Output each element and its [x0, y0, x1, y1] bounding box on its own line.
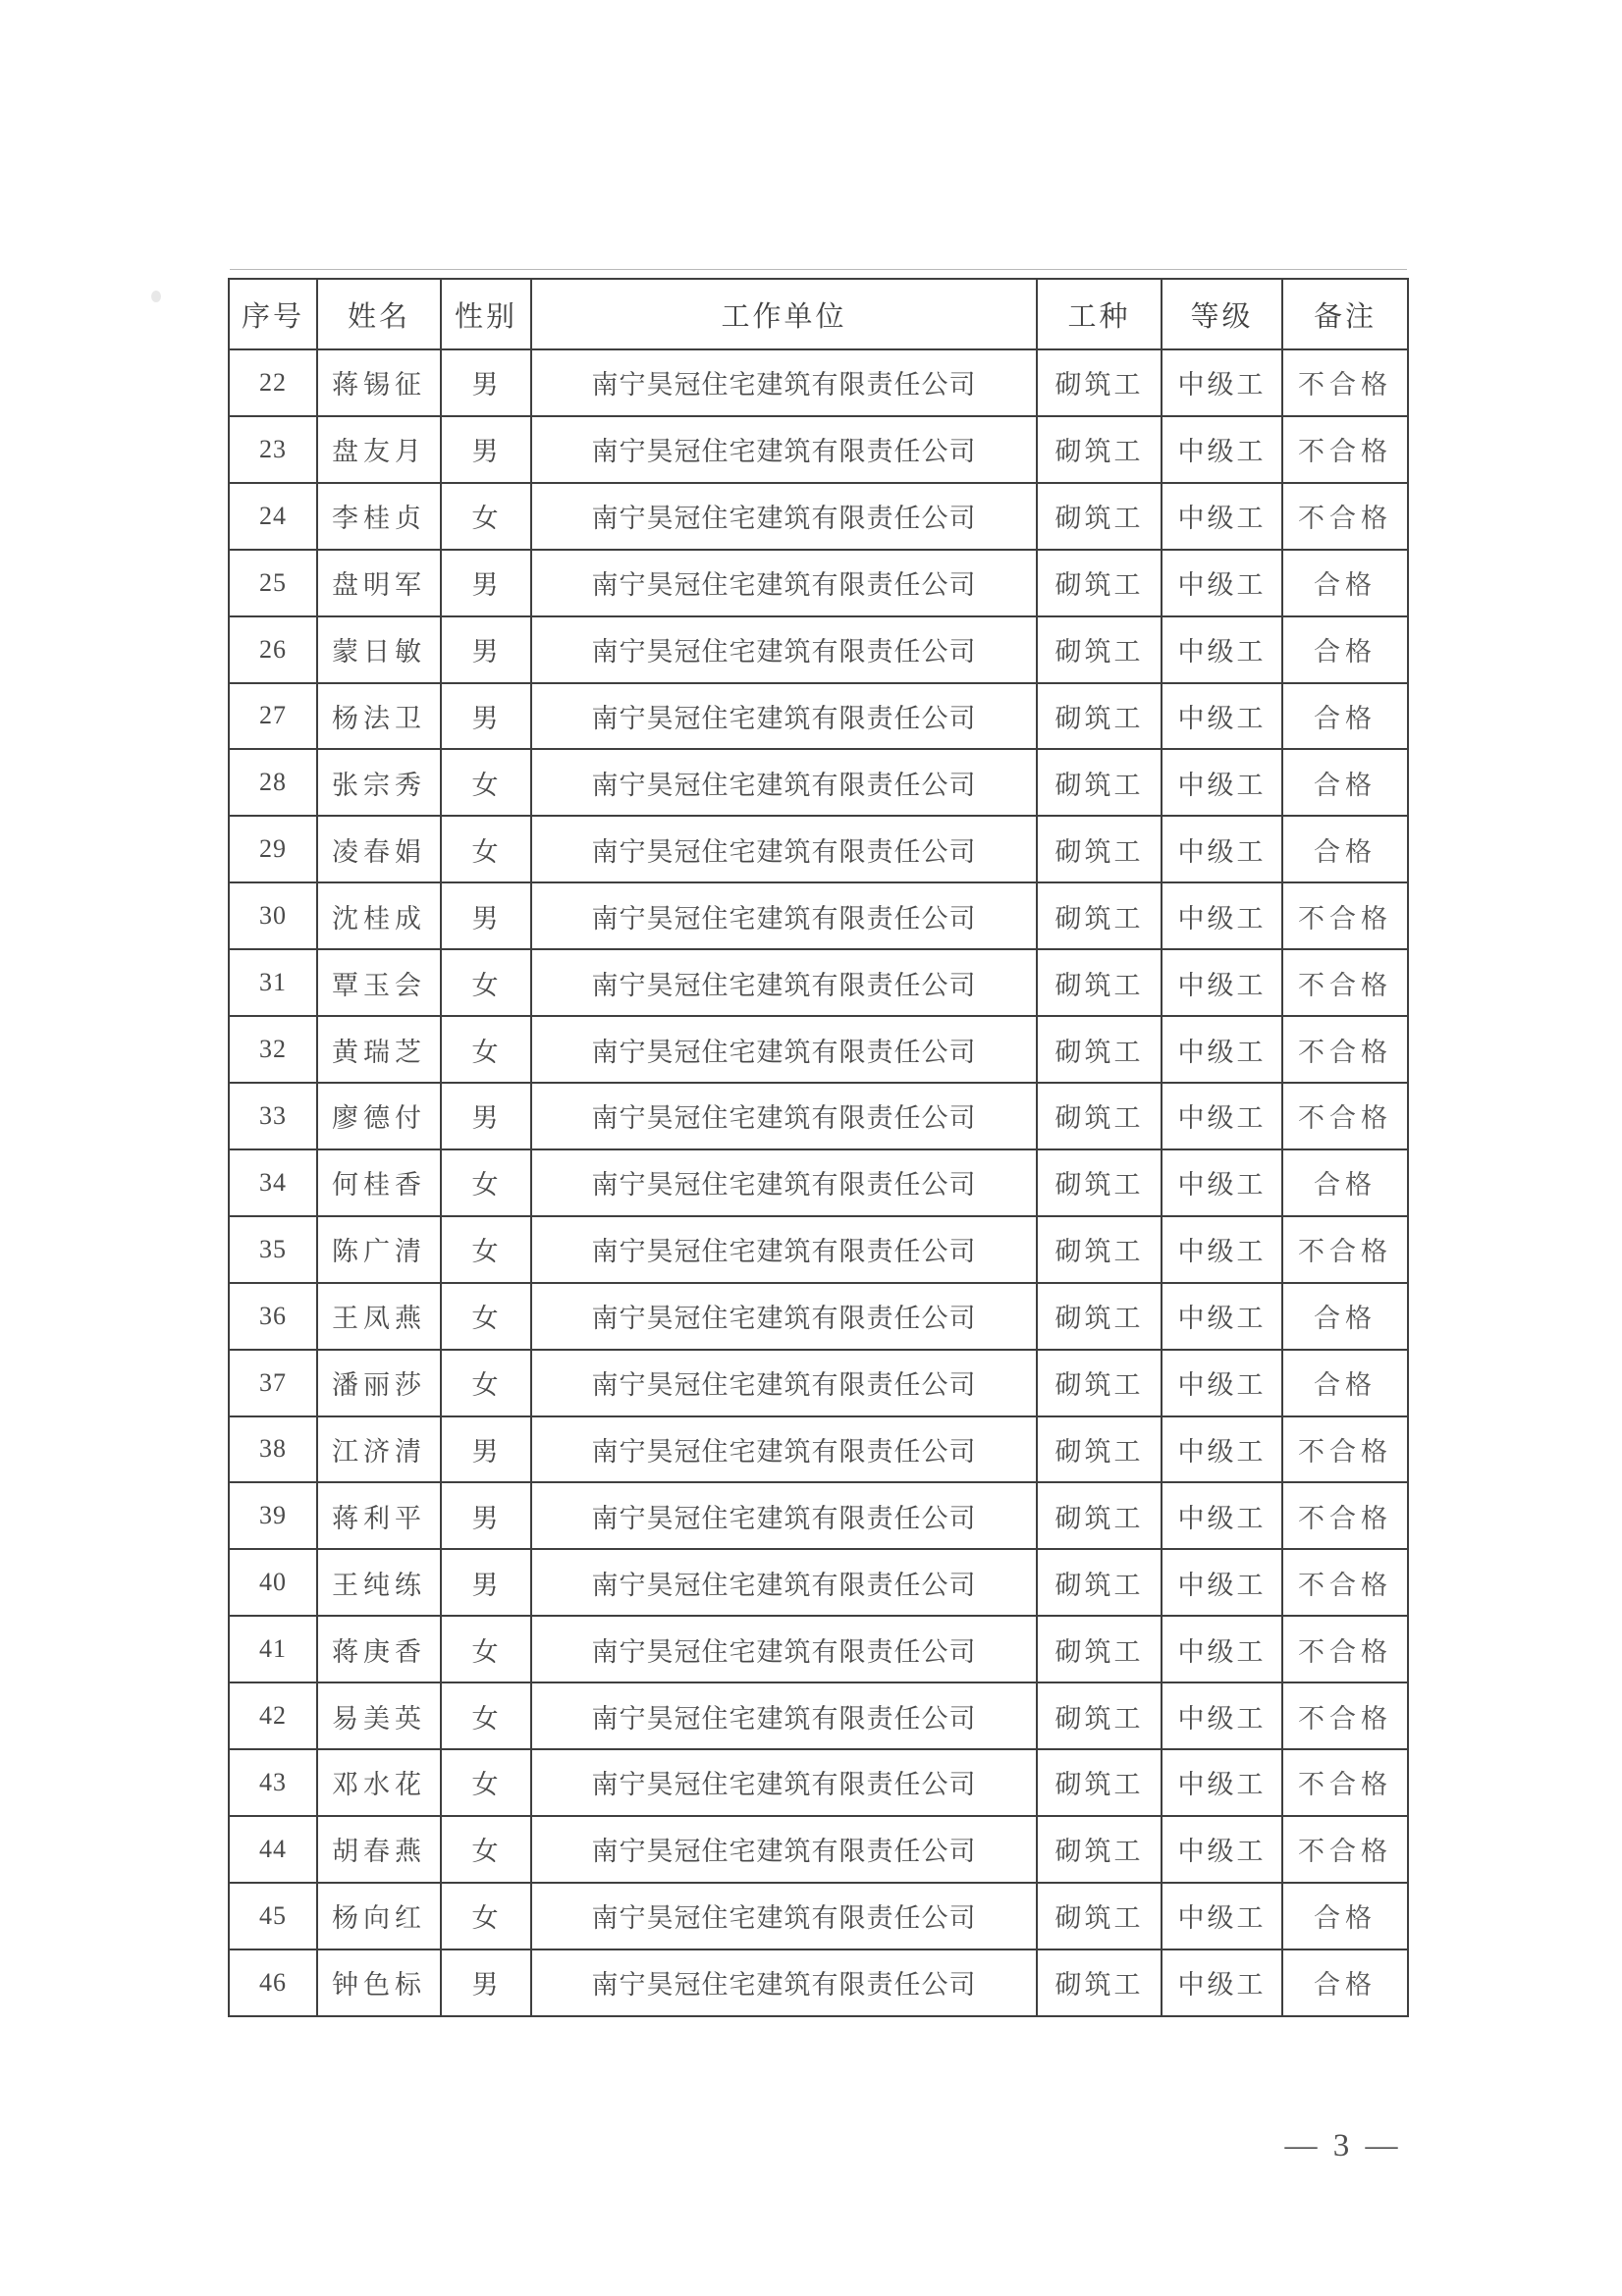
cell-name: 蒋锡征 [317, 349, 441, 416]
cell-name: 盘友月 [317, 416, 441, 483]
cell-work-unit: 南宁昊冠住宅建筑有限责任公司 [531, 949, 1037, 1016]
cell-trade: 砌筑工 [1037, 616, 1162, 683]
cell-name: 凌春娟 [317, 816, 441, 882]
cell-name: 王凤燕 [317, 1283, 441, 1350]
cell-level: 中级工 [1162, 1949, 1282, 2016]
cell-serial-number: 25 [229, 550, 317, 616]
cell-remark: 不合格 [1282, 1482, 1408, 1549]
cell-gender: 男 [441, 1549, 531, 1616]
cell-work-unit: 南宁昊冠住宅建筑有限责任公司 [531, 550, 1037, 616]
header-cell-serial-number: 序号 [229, 279, 317, 349]
cell-level: 中级工 [1162, 1083, 1282, 1149]
table-row [229, 749, 1408, 816]
cell-name: 蒋庚香 [317, 1616, 441, 1682]
cell-level: 中级工 [1162, 749, 1282, 816]
cell-serial-number: 37 [229, 1350, 317, 1416]
cell-trade: 砌筑工 [1037, 683, 1162, 750]
table-row [229, 416, 1408, 483]
table-row [229, 1816, 1408, 1883]
cell-serial-number: 40 [229, 1549, 317, 1616]
cell-remark: 不合格 [1282, 1416, 1408, 1483]
cell-gender: 男 [441, 882, 531, 949]
cell-level: 中级工 [1162, 1216, 1282, 1283]
cell-remark: 合格 [1282, 816, 1408, 882]
cell-gender: 男 [441, 1083, 531, 1149]
cell-serial-number: 45 [229, 1883, 317, 1949]
scan-artifact [151, 291, 161, 302]
cell-serial-number: 26 [229, 616, 317, 683]
cell-work-unit: 南宁昊冠住宅建筑有限责任公司 [531, 1016, 1037, 1083]
cell-level: 中级工 [1162, 949, 1282, 1016]
cell-serial-number: 34 [229, 1149, 317, 1216]
table-row [229, 683, 1408, 750]
cell-serial-number: 24 [229, 483, 317, 550]
cell-name: 覃玉会 [317, 949, 441, 1016]
cell-name: 易美英 [317, 1682, 441, 1749]
cell-remark: 不合格 [1282, 882, 1408, 949]
cell-serial-number: 31 [229, 949, 317, 1016]
cell-trade: 砌筑工 [1037, 1283, 1162, 1350]
cell-work-unit: 南宁昊冠住宅建筑有限责任公司 [531, 1883, 1037, 1949]
cell-level: 中级工 [1162, 1883, 1282, 1949]
cell-level: 中级工 [1162, 1149, 1282, 1216]
table-row [229, 1883, 1408, 1949]
cell-gender: 女 [441, 483, 531, 550]
scan-ghost-line [230, 269, 1407, 270]
cell-work-unit: 南宁昊冠住宅建筑有限责任公司 [531, 1549, 1037, 1616]
cell-remark: 不合格 [1282, 1216, 1408, 1283]
cell-trade: 砌筑工 [1037, 1149, 1162, 1216]
cell-remark: 合格 [1282, 1149, 1408, 1216]
cell-level: 中级工 [1162, 1283, 1282, 1350]
cell-work-unit: 南宁昊冠住宅建筑有限责任公司 [531, 1816, 1037, 1883]
table-body [229, 349, 1408, 2016]
table-row [229, 1749, 1408, 1816]
cell-name: 蒙日敏 [317, 616, 441, 683]
cell-serial-number: 36 [229, 1283, 317, 1350]
cell-remark: 不合格 [1282, 349, 1408, 416]
cell-remark: 不合格 [1282, 1682, 1408, 1749]
cell-work-unit: 南宁昊冠住宅建筑有限责任公司 [531, 1283, 1037, 1350]
cell-serial-number: 27 [229, 683, 317, 750]
table-row [229, 483, 1408, 550]
cell-gender: 女 [441, 749, 531, 816]
cell-gender: 女 [441, 1016, 531, 1083]
cell-remark: 合格 [1282, 1883, 1408, 1949]
cell-gender: 女 [441, 1883, 531, 1949]
cell-trade: 砌筑工 [1037, 1416, 1162, 1483]
cell-work-unit: 南宁昊冠住宅建筑有限责任公司 [531, 1216, 1037, 1283]
table-row [229, 1149, 1408, 1216]
table-row [229, 1350, 1408, 1416]
cell-level: 中级工 [1162, 1616, 1282, 1682]
cell-trade: 砌筑工 [1037, 416, 1162, 483]
cell-remark: 不合格 [1282, 1616, 1408, 1682]
cell-gender: 男 [441, 550, 531, 616]
cell-serial-number: 43 [229, 1749, 317, 1816]
cell-work-unit: 南宁昊冠住宅建筑有限责任公司 [531, 1482, 1037, 1549]
table-row [229, 1482, 1408, 1549]
cell-level: 中级工 [1162, 1016, 1282, 1083]
cell-name: 杨法卫 [317, 683, 441, 750]
cell-trade: 砌筑工 [1037, 816, 1162, 882]
cell-work-unit: 南宁昊冠住宅建筑有限责任公司 [531, 349, 1037, 416]
table-row [229, 1216, 1408, 1283]
cell-trade: 砌筑工 [1037, 1883, 1162, 1949]
cell-work-unit: 南宁昊冠住宅建筑有限责任公司 [531, 749, 1037, 816]
cell-remark: 不合格 [1282, 1083, 1408, 1149]
cell-serial-number: 46 [229, 1949, 317, 2016]
cell-name: 盘明军 [317, 550, 441, 616]
cell-level: 中级工 [1162, 349, 1282, 416]
cell-serial-number: 23 [229, 416, 317, 483]
cell-trade: 砌筑工 [1037, 1682, 1162, 1749]
table-row [229, 1549, 1408, 1616]
cell-work-unit: 南宁昊冠住宅建筑有限责任公司 [531, 882, 1037, 949]
cell-trade: 砌筑工 [1037, 1083, 1162, 1149]
cell-trade: 砌筑工 [1037, 949, 1162, 1016]
cell-trade: 砌筑工 [1037, 1616, 1162, 1682]
table-row [229, 550, 1408, 616]
cell-remark: 合格 [1282, 616, 1408, 683]
cell-remark: 不合格 [1282, 949, 1408, 1016]
cell-serial-number: 42 [229, 1682, 317, 1749]
cell-name: 钟色标 [317, 1949, 441, 2016]
cell-level: 中级工 [1162, 816, 1282, 882]
cell-trade: 砌筑工 [1037, 749, 1162, 816]
cell-gender: 男 [441, 349, 531, 416]
cell-gender: 男 [441, 416, 531, 483]
cell-trade: 砌筑工 [1037, 1749, 1162, 1816]
cell-remark: 合格 [1282, 1350, 1408, 1416]
cell-gender: 女 [441, 1749, 531, 1816]
cell-name: 杨向红 [317, 1883, 441, 1949]
cell-trade: 砌筑工 [1037, 349, 1162, 416]
cell-trade: 砌筑工 [1037, 550, 1162, 616]
cell-work-unit: 南宁昊冠住宅建筑有限责任公司 [531, 483, 1037, 550]
cell-serial-number: 38 [229, 1416, 317, 1483]
cell-work-unit: 南宁昊冠住宅建筑有限责任公司 [531, 1350, 1037, 1416]
cell-name: 王纯练 [317, 1549, 441, 1616]
cell-remark: 不合格 [1282, 1749, 1408, 1816]
header-cell-remark: 备注 [1282, 279, 1408, 349]
cell-trade: 砌筑工 [1037, 1549, 1162, 1616]
cell-trade: 砌筑工 [1037, 1016, 1162, 1083]
cell-work-unit: 南宁昊冠住宅建筑有限责任公司 [531, 683, 1037, 750]
cell-trade: 砌筑工 [1037, 1949, 1162, 2016]
cell-trade: 砌筑工 [1037, 1216, 1162, 1283]
cell-work-unit: 南宁昊冠住宅建筑有限责任公司 [531, 1616, 1037, 1682]
cell-level: 中级工 [1162, 550, 1282, 616]
cell-gender: 女 [441, 1816, 531, 1883]
cell-gender: 男 [441, 616, 531, 683]
table-row [229, 1416, 1408, 1483]
cell-serial-number: 33 [229, 1083, 317, 1149]
table-row [229, 1949, 1408, 2016]
cell-trade: 砌筑工 [1037, 483, 1162, 550]
cell-remark: 不合格 [1282, 1816, 1408, 1883]
cell-gender: 男 [441, 1482, 531, 1549]
cell-name: 潘丽莎 [317, 1350, 441, 1416]
cell-name: 邓水花 [317, 1749, 441, 1816]
cell-gender: 男 [441, 1949, 531, 2016]
cell-name: 李桂贞 [317, 483, 441, 550]
cell-gender: 女 [441, 1682, 531, 1749]
cell-name: 沈桂成 [317, 882, 441, 949]
cell-trade: 砌筑工 [1037, 1350, 1162, 1416]
cell-level: 中级工 [1162, 1350, 1282, 1416]
table-row [229, 1616, 1408, 1682]
cell-remark: 合格 [1282, 683, 1408, 750]
cell-gender: 女 [441, 816, 531, 882]
cell-serial-number: 30 [229, 882, 317, 949]
cell-gender: 女 [441, 1283, 531, 1350]
table-row [229, 949, 1408, 1016]
header-cell-work-unit: 工作单位 [531, 279, 1037, 349]
cell-name: 陈广清 [317, 1216, 441, 1283]
cell-remark: 合格 [1282, 1949, 1408, 2016]
cell-trade: 砌筑工 [1037, 1482, 1162, 1549]
cell-name: 黄瑞芝 [317, 1016, 441, 1083]
cell-work-unit: 南宁昊冠住宅建筑有限责任公司 [531, 1749, 1037, 1816]
cell-remark: 不合格 [1282, 483, 1408, 550]
cell-gender: 男 [441, 683, 531, 750]
cell-level: 中级工 [1162, 683, 1282, 750]
table-row [229, 1016, 1408, 1083]
cell-level: 中级工 [1162, 1816, 1282, 1883]
cell-gender: 男 [441, 1416, 531, 1483]
cell-serial-number: 41 [229, 1616, 317, 1682]
cell-name: 张宗秀 [317, 749, 441, 816]
table-row [229, 816, 1408, 882]
cell-gender: 女 [441, 949, 531, 1016]
worker-roster-table [228, 278, 1409, 2017]
table-row [229, 882, 1408, 949]
cell-serial-number: 35 [229, 1216, 317, 1283]
cell-gender: 女 [441, 1350, 531, 1416]
table-row [229, 616, 1408, 683]
cell-name: 胡春燕 [317, 1816, 441, 1883]
cell-level: 中级工 [1162, 1482, 1282, 1549]
cell-level: 中级工 [1162, 1416, 1282, 1483]
cell-work-unit: 南宁昊冠住宅建筑有限责任公司 [531, 1682, 1037, 1749]
cell-level: 中级工 [1162, 1549, 1282, 1616]
cell-remark: 不合格 [1282, 1549, 1408, 1616]
cell-level: 中级工 [1162, 1749, 1282, 1816]
cell-serial-number: 29 [229, 816, 317, 882]
cell-work-unit: 南宁昊冠住宅建筑有限责任公司 [531, 416, 1037, 483]
cell-serial-number: 22 [229, 349, 317, 416]
cell-serial-number: 32 [229, 1016, 317, 1083]
header-cell-name: 姓名 [317, 279, 441, 349]
cell-remark: 不合格 [1282, 1016, 1408, 1083]
header-cell-level: 等级 [1162, 279, 1282, 349]
cell-remark: 不合格 [1282, 416, 1408, 483]
cell-level: 中级工 [1162, 416, 1282, 483]
cell-level: 中级工 [1162, 882, 1282, 949]
cell-serial-number: 39 [229, 1482, 317, 1549]
page-number: — 3 — [1284, 2128, 1402, 2163]
cell-work-unit: 南宁昊冠住宅建筑有限责任公司 [531, 1083, 1037, 1149]
cell-work-unit: 南宁昊冠住宅建筑有限责任公司 [531, 1949, 1037, 2016]
cell-work-unit: 南宁昊冠住宅建筑有限责任公司 [531, 816, 1037, 882]
cell-level: 中级工 [1162, 483, 1282, 550]
cell-name: 蒋利平 [317, 1482, 441, 1549]
cell-gender: 女 [441, 1216, 531, 1283]
cell-remark: 合格 [1282, 550, 1408, 616]
cell-work-unit: 南宁昊冠住宅建筑有限责任公司 [531, 1416, 1037, 1483]
table-row [229, 1083, 1408, 1149]
cell-trade: 砌筑工 [1037, 1816, 1162, 1883]
cell-serial-number: 28 [229, 749, 317, 816]
header-cell-gender: 性别 [441, 279, 531, 349]
cell-work-unit: 南宁昊冠住宅建筑有限责任公司 [531, 1149, 1037, 1216]
cell-work-unit: 南宁昊冠住宅建筑有限责任公司 [531, 616, 1037, 683]
cell-serial-number: 44 [229, 1816, 317, 1883]
cell-gender: 女 [441, 1149, 531, 1216]
cell-gender: 女 [441, 1616, 531, 1682]
cell-level: 中级工 [1162, 616, 1282, 683]
cell-name: 廖德付 [317, 1083, 441, 1149]
cell-name: 江济清 [317, 1416, 441, 1483]
table-row [229, 349, 1408, 416]
table-row [229, 1283, 1408, 1350]
cell-remark: 合格 [1282, 1283, 1408, 1350]
table-header-row [229, 279, 1408, 349]
cell-name: 何桂香 [317, 1149, 441, 1216]
table-row [229, 1682, 1408, 1749]
cell-level: 中级工 [1162, 1682, 1282, 1749]
header-cell-trade: 工种 [1037, 279, 1162, 349]
cell-trade: 砌筑工 [1037, 882, 1162, 949]
cell-remark: 合格 [1282, 749, 1408, 816]
